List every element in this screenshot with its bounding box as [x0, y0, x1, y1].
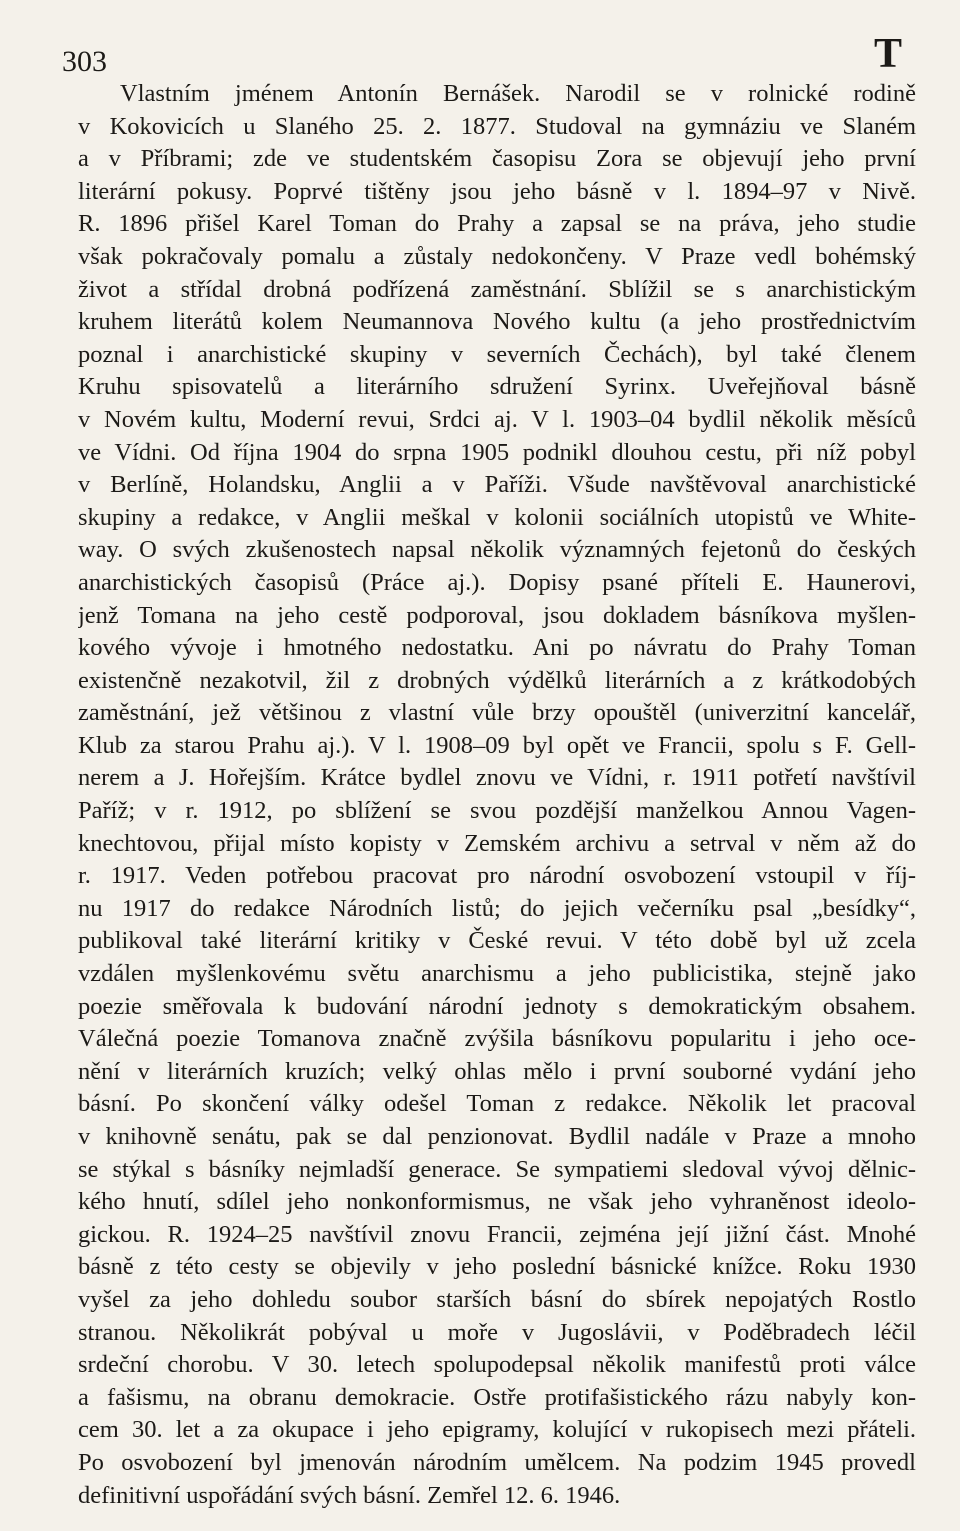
text-line: vyšel za jeho dohledu soubor starších básní do sbírek nepojatých Rostlo [78, 1285, 916, 1313]
text-line: publikoval také literární kritiky v České revui. V této době byl už zcela [78, 927, 916, 955]
text-line: jenž Tomana na jeho cestě podporoval, jsou dokladem básníkova myšlen- [78, 601, 916, 629]
text-line: vzdálen myšlenkovému světu anarchismu a jeho publicistika, stejně jako [78, 960, 916, 988]
text-line: zaměstnání, jež většinou z vlastní vůle brzy opouštěl (univerzitní kancelář, [78, 699, 916, 727]
text-line: r. 1917. Veden potřebou pracovat pro národní osvobození vstoupil v říj- [78, 862, 916, 890]
text-line: Vlastním jménem Antonín Bernášek. Narodil se v rolnické rodině [120, 80, 916, 107]
text-line: život a střídal drobná podřízená zaměstnání. Sblížil se s anarchistickým [78, 275, 916, 303]
text-line: cem 30. let a za okupace i jeho epigramy, kolující v rukopisech mezi přáteli. [78, 1416, 916, 1444]
text-line: skupiny a redakce, v Anglii meškal v kolonii sociálních utopistů ve White- [78, 503, 916, 531]
text-line: Paříž; v r. 1912, po sblížení se svou pozdější manželkou Annou Vagen- [78, 797, 916, 825]
text-line: v knihovně senátu, pak se dal penzionovat. Bydlil nadále v Praze a mnoho [78, 1123, 916, 1150]
text-line: se stýkal s básníky nejmladší generace. Se sympatiemi sledoval vývoj dělnic- [78, 1155, 916, 1183]
biography-text [78, 78, 916, 1512]
text-line: nění v literárních kruzích; velký ohlas mělo i první souborné vydání jeho [78, 1057, 916, 1085]
text-line: v Berlíně, Holandsku, Anglii a v Paříži. Všude navštěvoval anarchistické [78, 471, 916, 499]
text-line: poznal i anarchistické skupiny v severních Čechách), byl také členem [78, 340, 916, 368]
text-line: kého hnutí, sdílel jeho nonkonformismus, ne však jeho vyhraněnost ideolo- [78, 1188, 916, 1216]
text-line: ve Vídni. Od října 1904 do srpna 1905 podnikl dlouhou cestu, při níž pobyl [78, 438, 916, 466]
text-line: anarchistických časopisů (Práce aj.). Dopisy psané příteli E. Haunerovi, [78, 568, 916, 596]
text-line: gickou. R. 1924–25 navštívil znovu Francii, zejména její jižní část. Mnohé [78, 1220, 916, 1248]
text-line: literární pokusy. Poprvé tištěny jsou jeho básně v l. 1894–97 v Nivě. [78, 177, 916, 205]
text-line: nu 1917 do redakce Národních listů; do jejich večerníku psal „besídky“, [78, 894, 916, 922]
text-line: v Novém kultu, Moderní revui, Srdci aj. V l. 1903–04 bydlil několik měsíců [78, 405, 916, 433]
text-line: Klub za starou Prahu aj.). V l. 1908–09 byl opět ve Francii, spolu s F. Gell- [78, 731, 916, 759]
text-line: existenčně nezakotvil, žil z drobných výdělků literárních a z krátkodobých [78, 666, 916, 694]
text-line: stranou. Několikrát pobýval u moře v Jugoslávii, v Poděbradech léčil [78, 1318, 916, 1346]
text-line: kruhem literátů kolem Neumannova Nového kultu (a jeho prostřednictvím [78, 308, 916, 336]
text-line: Kruhu spisovatelů a literárního sdružení Syrinx. Uveřejňoval básně [78, 373, 916, 401]
text-line: však pokračovaly pomalu a zůstaly nedokončeny. V Praze vedl bohémský [78, 242, 916, 270]
text-line: nerem a J. Hořejším. Krátce bydlel znovu ve Vídni, r. 1911 potřetí navštívil [78, 764, 916, 792]
text-line: a fašismu, na obranu demokracie. Ostře protifašistického rázu nabyly kon- [78, 1383, 916, 1411]
text-line: way. O svých zkušenostech napsal několik významných fejetonů do českých [78, 536, 916, 564]
text-line: knechtovou, přijal místo kopisty v Zemském archivu a setrval v něm až do [78, 829, 916, 857]
text-line: a v Příbrami; zde ve studentském časopisu Zora se objevují jeho první [78, 145, 916, 173]
section-letter: T [873, 31, 902, 77]
text-line: v Kokovicích u Slaného 25. 2. 1877. Studoval na gymnáziu ve Slaném [78, 112, 916, 140]
text-line: poezie směřovala k budování národní jednoty s demokratickým obsahem. [78, 992, 916, 1020]
text-line: kového vývoje i hmotného nedostatku. Ani po návratu do Prahy Toman [78, 634, 916, 662]
text-line: básně z této cesty se objevily v jeho poslední básnické knížce. Roku 1930 [78, 1253, 916, 1281]
text-line: definitivní uspořádání svých básní. Zemřel 12. 6. 1946. [78, 1481, 621, 1509]
text-line: srdeční chorobu. V 30. letech spolupodepsal několik manifestů proti válce [78, 1351, 916, 1379]
text-line: básní. Po skončení války odešel Toman z redakce. Několik let pracoval [78, 1090, 916, 1118]
text-line: R. 1896 přišel Karel Toman do Prahy a zapsal se na práva, jeho studie [78, 210, 916, 238]
text-line: Válečná poezie Tomanova značně zvýšila básníkovu popularitu i jeho oce- [78, 1025, 916, 1053]
page-number: 303 [62, 45, 107, 78]
text-line: Po osvobození byl jmenován národním umělcem. Na podzim 1945 provedl [78, 1448, 916, 1476]
